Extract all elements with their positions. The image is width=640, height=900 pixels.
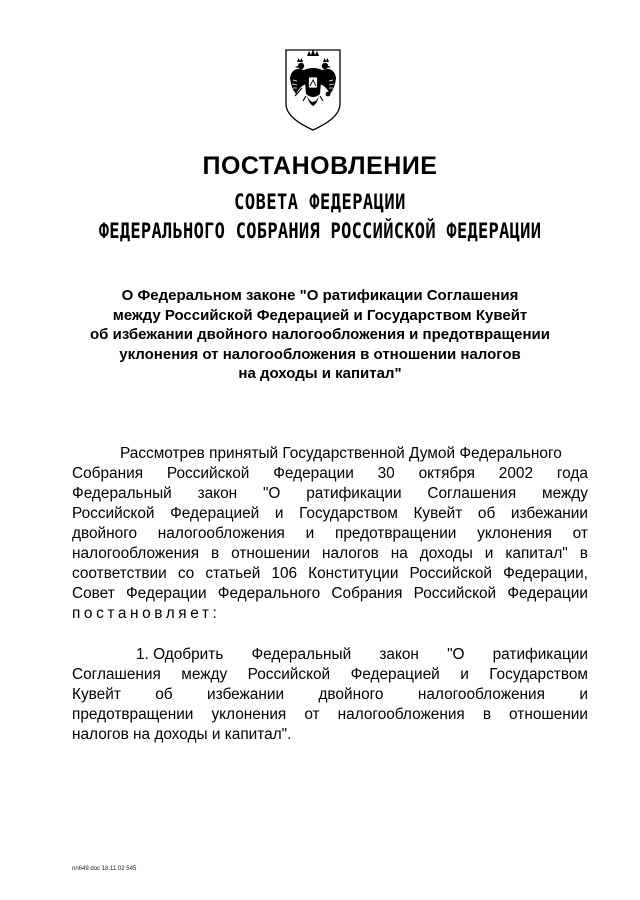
body-line: Рассмотрев принятый Государственной Думой Федерального <box>120 445 562 462</box>
body-line: двойного налогообложения и предотвращении уклонения от <box>72 525 588 542</box>
body-line: соответствии со статьей 106 Конституции Российской Федерации, <box>72 565 588 582</box>
resolution-item-1 <box>72 645 588 745</box>
double-headed-eagle-coat-of-arms-icon <box>282 44 344 134</box>
body-line: Федеральный закон "О ратификации Соглашения между <box>72 485 588 502</box>
subject-line: об избежании двойного налогообложения и предотвращении <box>90 326 550 343</box>
subject-line: уклонения от налогообложения в отношении налогов <box>119 345 521 363</box>
subject-line: на доходы и капитал" <box>238 365 402 382</box>
body-line: налогов на доходы и капитал". <box>72 726 292 743</box>
subject-line: между Российской Федерацией и Государством Кувейт <box>112 306 528 324</box>
preamble-paragraph <box>72 444 588 624</box>
body-line <box>72 604 588 624</box>
file-footer: nn649.doc 18.11.02 545 <box>72 866 137 872</box>
document-title: ПОСТАНОВЛЕНИЕ <box>202 152 438 180</box>
document-subject <box>60 286 580 384</box>
body-line: предотвращении уклонения от налогообложения в отношении <box>72 706 588 723</box>
body-line: Совет Федерации Федерального Собрания Российской Федерации <box>72 585 588 602</box>
issuer-line-1: СОВЕТА ФЕДЕРАЦИИ <box>234 190 406 215</box>
resolves-word: постановляет: <box>72 605 221 622</box>
body-line: Соглашения между Российской Федерацией и Государством <box>72 666 588 683</box>
body-line: Кувейт об избежании двойного налогообложения и <box>72 686 588 703</box>
body-line: Собрания Российской Федерации 30 октября 2002 года <box>72 465 588 482</box>
body-line: Российской Федерацией и Государством Кувейт об избежании <box>72 505 588 522</box>
body-line: 1. Одобрить Федеральный закон "О ратификации <box>136 646 588 663</box>
subject-line: О Федеральном законе "О ратификации Соглашения <box>121 287 519 304</box>
issuer-line-2: ФЕДЕРАЛЬНОГО СОБРАНИЯ РОССИЙСКОЙ ФЕДЕРАЦИИ <box>98 219 542 244</box>
body-line: налогообложения в отношении налогов на доходы и капитал" в <box>72 545 588 562</box>
